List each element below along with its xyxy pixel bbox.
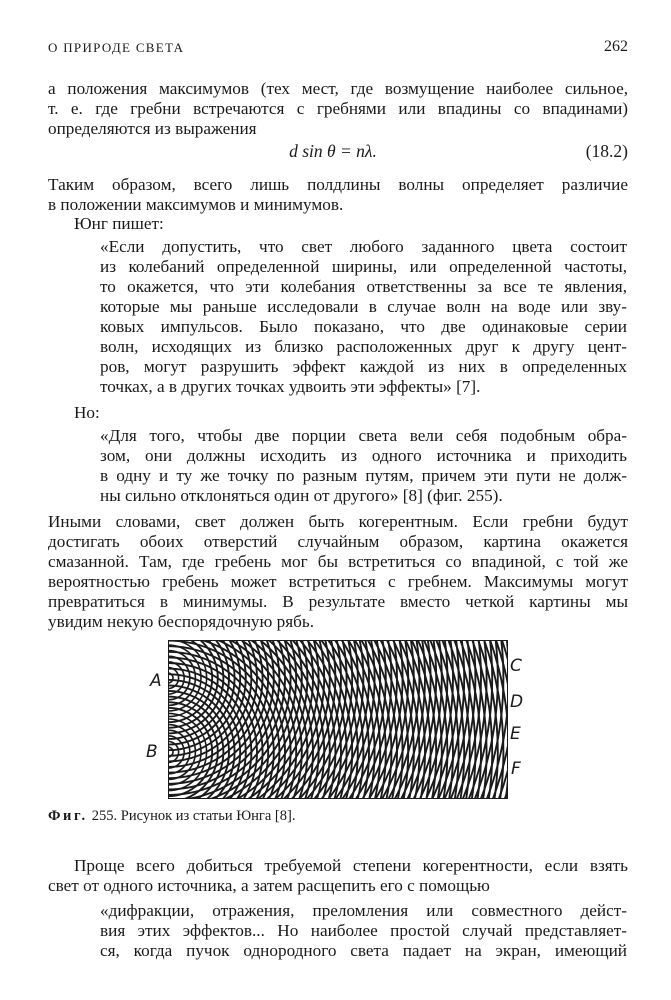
quote-line: которые мы раньше исследовали в случае волн на воде или зву- <box>100 297 627 316</box>
paragraph-line: определяются из выражения <box>48 119 257 138</box>
paragraph-line: превратиться в минимумы. В результате вместо четкой картины мы <box>48 592 628 611</box>
but-intro: Но: <box>74 403 100 422</box>
quote-line: «Если допустить, что свет любого заданного цвета состоит <box>100 237 627 256</box>
quote-line: ны сильно отклоняться один от другого» [8] (фиг. 255). <box>100 486 503 505</box>
paragraph-line: Таким образом, всего лишь полдлины волны определяет различие <box>48 175 628 194</box>
quote-line: из колебаний определенной ширины, или определенной частоты, <box>100 257 627 276</box>
formula-number: (18.2) <box>585 141 628 161</box>
paragraph-line: увидим некую беспорядочную рябь. <box>48 612 315 631</box>
formula-18-2 <box>48 141 628 163</box>
paragraph-line: вероятностью гребень может встретиться с гребнем. Максимумы могут <box>48 572 628 591</box>
interference-figure <box>168 640 508 799</box>
quote-line: вия этих эффектов... Но наиболее простой случай представляет- <box>100 921 627 940</box>
quote-line: зом, они должны исходить из одного источника и приходить <box>100 446 627 465</box>
quote-line: «Для того, чтобы две порции света вели себя подобным обра- <box>100 426 627 445</box>
paragraph-line: Иными словами, свет должен быть когерентным. Если гребни будут <box>48 512 628 531</box>
paragraph-line: Проще всего добиться требуемой степени когерентности, если взять <box>74 856 628 875</box>
page-header <box>48 38 628 60</box>
paragraph-line: смазанной. Там, где гребень мог бы встретиться со впадиной, с той же <box>48 552 628 571</box>
caption-prefix: Фиг. <box>48 808 88 824</box>
figure-caption <box>48 808 295 825</box>
figure-label-e: E <box>510 724 521 744</box>
young-writes-intro: Юнг пишет: <box>74 214 164 233</box>
quote-line: ковых импульсов. Было показано, что две одинаковые серии <box>100 317 627 336</box>
paragraph-line: в положении максимумов и минимумов. <box>48 195 344 214</box>
running-title: О ПРИРОДЕ СВЕТА <box>48 40 185 55</box>
quote-line: точках, а в других точках удвоить эти эффекты» [7]. <box>100 377 481 396</box>
quote-line: то окажется, что эти колебания ответственны за все те явления, <box>100 277 627 296</box>
interference-pattern-image <box>168 640 508 799</box>
caption-text: 255. Рисунок из статьи Юнга [8]. <box>91 808 296 824</box>
formula-expression: d sin θ = nλ. <box>289 141 377 161</box>
figure-label-c: C <box>510 656 522 676</box>
quote-line: «дифракции, отражения, преломления или совместного дейст- <box>100 901 627 920</box>
quote-line: ров, могут разрушить эффект каждой из них в определенных <box>100 357 627 376</box>
page-number: 262 <box>604 38 628 55</box>
quote-line: в одну и ту же точку по разным путям, причем эти пути не долж- <box>100 466 627 485</box>
figure-label-f: F <box>511 759 521 779</box>
paragraph-line: а положения максимумов (тех мест, где возмущение наиболее сильное, <box>48 79 628 98</box>
quote-line: волн, исходящих из близко расположенных друг к другу цент- <box>100 337 627 356</box>
paragraph-line: т. е. где гребни встречаются с гребнями или впадины со впадинами) <box>48 99 628 118</box>
figure-label-d: D <box>510 692 524 712</box>
figure-label-a: A <box>150 671 162 691</box>
paragraph-line: свет от одного источника, а затем расщепить его с помощью <box>48 876 490 895</box>
paragraph-line: достигать обоих отверстий случайным образом, картина окажется <box>48 532 628 551</box>
figure-label-b: B <box>146 742 158 762</box>
quote-line: ся, когда пучок однородного света падает на экран, имеющий <box>100 941 627 960</box>
